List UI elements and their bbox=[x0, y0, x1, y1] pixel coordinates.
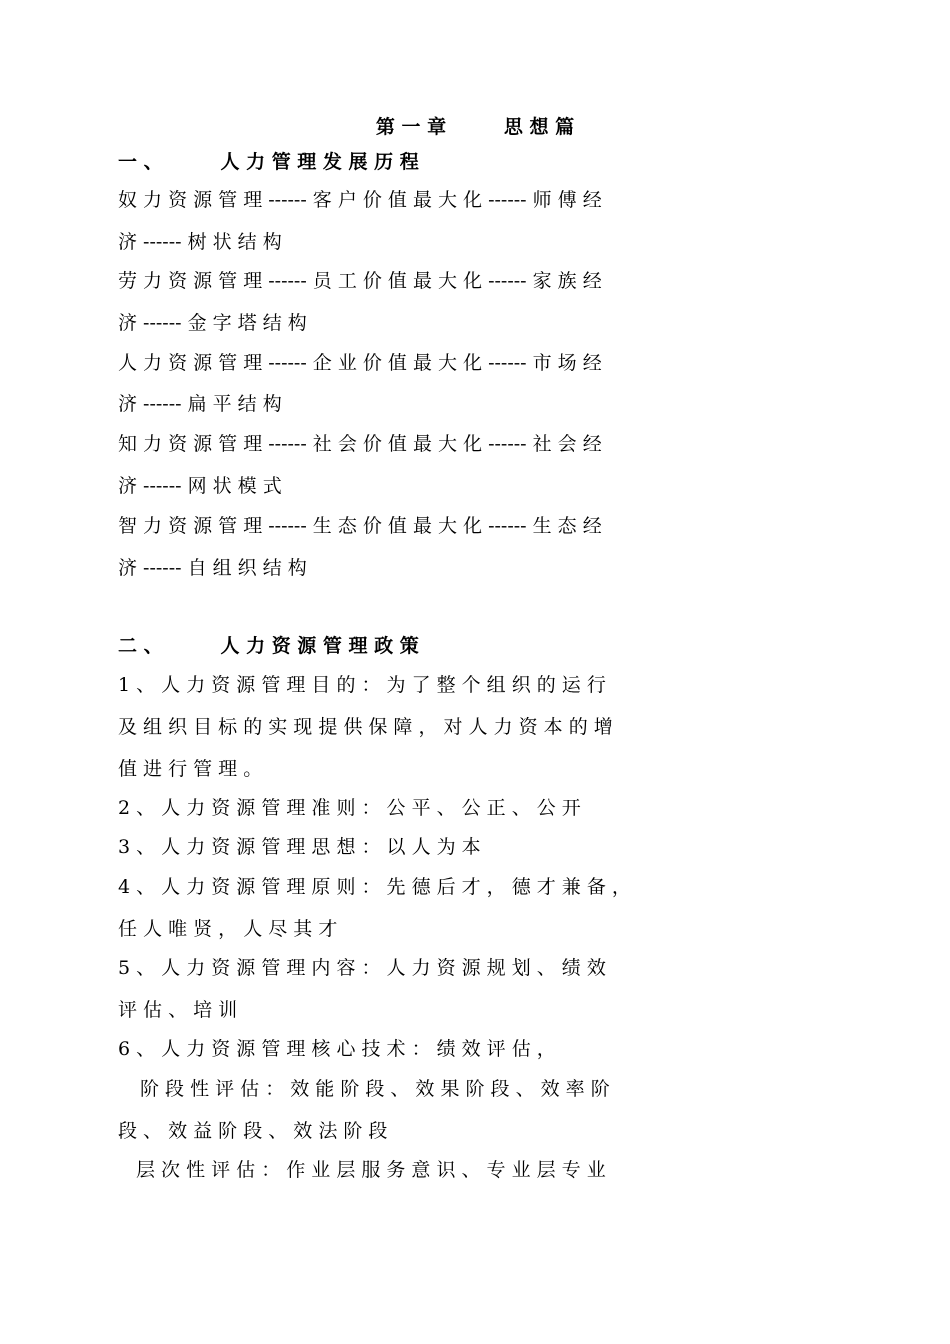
text-line: 济 ------ 扁 平 结 构 bbox=[118, 393, 282, 415]
text-line: 6 、 人 力 资 源 管 理 核 心 技 术 ： 绩 效 评 估 ， bbox=[118, 1038, 556, 1060]
text-line: 及 组 织 目 标 的 实 现 提 供 保 障 ， 对 人 力 资 本 的 增 bbox=[118, 716, 613, 738]
text-line: 劳 力 资 源 管 理 ------ 员 工 价 值 最 大 化 ------ 家 族 经 bbox=[118, 270, 602, 292]
section-heading: 一 、 人 力 管 理 发 展 历 程 bbox=[118, 151, 419, 173]
text-line: 评 估 、 培 训 bbox=[118, 999, 238, 1021]
text-line: 1 、 人 力 资 源 管 理 目 的 ： 为 了 整 个 组 织 的 运 行 bbox=[118, 674, 606, 696]
text-line: 济 ------ 金 字 塔 结 构 bbox=[118, 312, 307, 334]
chapter-title: 第 一 章 思 想 篇 bbox=[375, 116, 575, 138]
text-line: 知 力 资 源 管 理 ------ 社 会 价 值 最 大 化 ------ 社 会 经 bbox=[118, 433, 602, 455]
text-line: 3 、 人 力 资 源 管 理 思 想 ： 以 人 为 本 bbox=[118, 836, 481, 858]
text-line: 2 、 人 力 资 源 管 理 准 则 ： 公 平 、 公 正 、 公 开 bbox=[118, 797, 581, 819]
text-line: 阶 段 性 评 估 ： 效 能 阶 段 、 效 果 阶 段 、 效 率 阶 bbox=[140, 1078, 610, 1100]
text-line: 层 次 性 评 估 ： 作 业 层 服 务 意 识 、 专 业 层 专 业 bbox=[136, 1159, 606, 1181]
text-line: 济 ------ 树 状 结 构 bbox=[118, 231, 282, 253]
text-line: 任 人 唯 贤 ， 人 尽 其 才 bbox=[118, 918, 338, 940]
text-line: 5 、 人 力 资 源 管 理 内 容 ： 人 力 资 源 规 划 、 绩 效 bbox=[118, 957, 606, 979]
text-line: 济 ------ 自 组 织 结 构 bbox=[118, 557, 307, 579]
section-heading: 二 、 人 力 资 源 管 理 政 策 bbox=[118, 635, 419, 657]
text-line: 济 ------ 网 状 模 式 bbox=[118, 475, 282, 497]
text-line: 奴 力 资 源 管 理 ------ 客 户 价 值 最 大 化 ------ 师 傅 经 bbox=[118, 189, 602, 211]
text-line: 值 进 行 管 理 。 bbox=[118, 758, 263, 780]
text-line: 段 、 效 益 阶 段 、 效 法 阶 段 bbox=[118, 1120, 388, 1142]
text-line: 4 、 人 力 资 源 管 理 原 则 ： 先 德 后 才 ， 德 才 兼 备 ， bbox=[118, 876, 631, 898]
text-line: 智 力 资 源 管 理 ------ 生 态 价 值 最 大 化 ------ 生 态 经 bbox=[118, 515, 602, 537]
text-line: 人 力 资 源 管 理 ------ 企 业 价 值 最 大 化 ------ 市 场 经 bbox=[118, 352, 602, 374]
